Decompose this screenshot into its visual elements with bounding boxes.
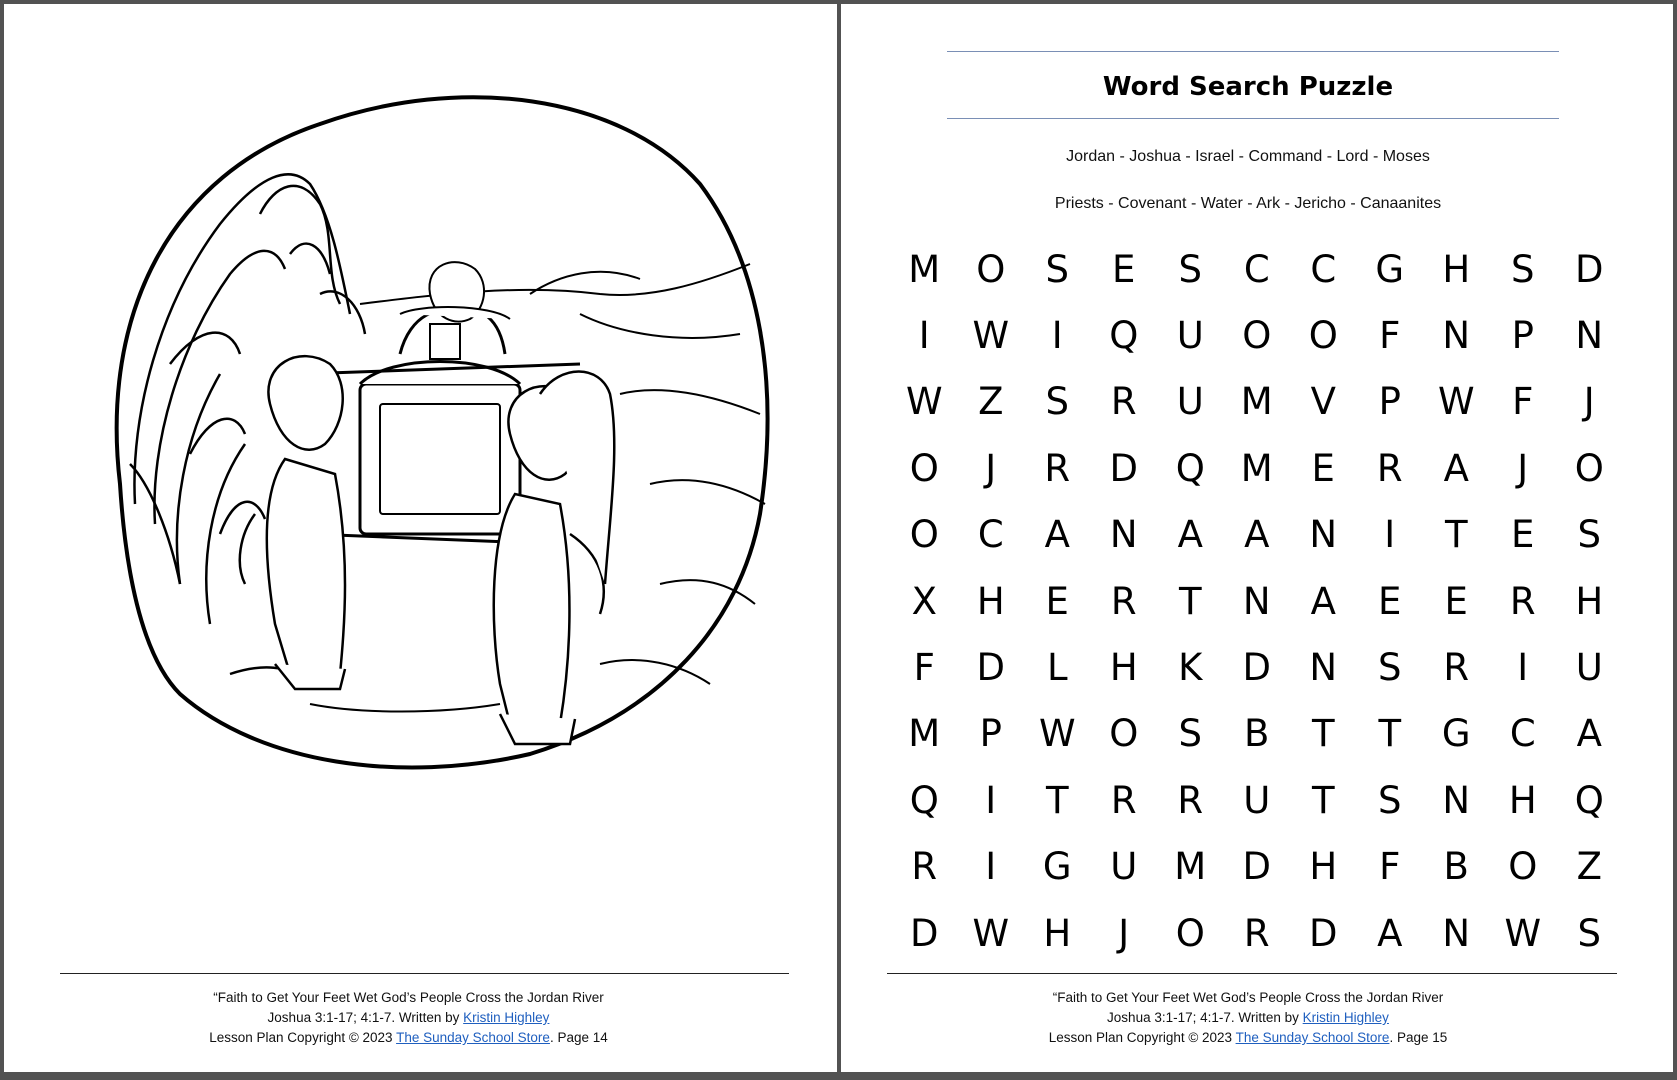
footer-title-line: “Faith to Get Your Feet Wet God’s People Cross the Jordan River	[213, 990, 604, 1005]
grid-letter[interactable]: M	[1174, 845, 1207, 889]
footer-copyright-line	[832, 1028, 1664, 1048]
grid-letter[interactable]: T	[1444, 513, 1468, 557]
grid-letter[interactable]: W	[1504, 911, 1542, 955]
grid-letter[interactable]: C	[1509, 712, 1536, 756]
author-link[interactable]: Kristin Highley	[1302, 1010, 1389, 1025]
grid-letter[interactable]: T	[1378, 712, 1402, 756]
grid-letter[interactable]: P	[1511, 314, 1534, 358]
grid-letter[interactable]: S	[1045, 247, 1069, 291]
grid-letter[interactable]: G	[1375, 247, 1405, 291]
grid-letter[interactable]: K	[1178, 646, 1203, 690]
grid-letter[interactable]: N	[1309, 513, 1338, 557]
word-list-line-2: Priests - Covenant - Water - Ark - Jericho - Canaanites	[1054, 195, 1442, 212]
grid-letter[interactable]: J	[985, 446, 997, 490]
store-link[interactable]: The Sunday School Store	[396, 1030, 550, 1045]
grid-letter[interactable]: A	[1044, 513, 1070, 557]
grid-letter[interactable]: R	[1110, 380, 1137, 424]
grid-letter[interactable]: N	[1109, 513, 1138, 557]
grid-letter[interactable]: E	[1378, 579, 1402, 623]
grid-letter[interactable]: V	[1310, 380, 1336, 424]
footer-copyright: Lesson Plan Copyright © 2023	[1048, 1030, 1236, 1045]
grid-letter[interactable]: O	[1109, 712, 1139, 756]
grid-letter[interactable]: Q	[909, 778, 939, 822]
title-top-rule	[947, 51, 1559, 52]
grid-letter[interactable]: R	[1110, 579, 1137, 623]
store-link[interactable]: The Sunday School Store	[1235, 1030, 1390, 1045]
grid-letter[interactable]: L	[1046, 646, 1068, 690]
grid-letter[interactable]: O	[1175, 911, 1205, 955]
grid-letter[interactable]: R	[1110, 778, 1137, 822]
grid-letter[interactable]: S	[1178, 712, 1202, 756]
grid-letter[interactable]: D	[1309, 911, 1338, 955]
grid-letter[interactable]: H	[1508, 778, 1537, 822]
grid-letter[interactable]: W	[1038, 712, 1076, 756]
grid-letter[interactable]: A	[1177, 513, 1203, 557]
footer-scripture: Joshua 3:1-17; 4:1-7. Written by	[267, 1010, 464, 1025]
grid-letter[interactable]: B	[1244, 712, 1270, 756]
title-bottom-rule	[947, 118, 1559, 119]
footer-author-line	[832, 1008, 1664, 1028]
grid-letter[interactable]: S	[1511, 247, 1535, 291]
grid-letter[interactable]: Q	[1109, 314, 1139, 358]
grid-letter[interactable]: Z	[1576, 845, 1602, 889]
grid-letter[interactable]: N	[1575, 314, 1604, 358]
grid-letter[interactable]: S	[1378, 646, 1402, 690]
grid-letter[interactable]: G	[1441, 712, 1471, 756]
grid-letter[interactable]: A	[1377, 911, 1403, 955]
grid-letter[interactable]: T	[1178, 579, 1202, 623]
grid-letter[interactable]: R	[1177, 778, 1204, 822]
grid-letter[interactable]: R	[1044, 446, 1071, 490]
grid-letter[interactable]: E	[1311, 446, 1335, 490]
grid-letter[interactable]: R	[911, 845, 938, 889]
grid-letter[interactable]: D	[1242, 845, 1271, 889]
page-footer	[832, 988, 1664, 1048]
footer-copyright: Lesson Plan Copyright © 2023	[209, 1030, 397, 1045]
grid-letter[interactable]: R	[1443, 646, 1470, 690]
grid-letter[interactable]: F	[1512, 380, 1534, 424]
grid-letter[interactable]: C	[1310, 247, 1337, 291]
footer-copyright-line	[0, 1028, 825, 1048]
grid-letter[interactable]: M	[1240, 446, 1273, 490]
grid-letter[interactable]: I	[1051, 314, 1063, 358]
letter-grid[interactable]	[891, 236, 1623, 966]
grid-letter[interactable]: D	[910, 911, 939, 955]
grid-letter[interactable]: T	[1311, 778, 1335, 822]
grid-letter[interactable]: Z	[978, 380, 1004, 424]
grid-letter[interactable]: N	[1309, 646, 1338, 690]
grid-letter[interactable]: Q	[1175, 446, 1205, 490]
grid-letter[interactable]: U	[1176, 380, 1204, 424]
grid-letter[interactable]: U	[1176, 314, 1204, 358]
grid-letter[interactable]: M	[908, 247, 941, 291]
grid-letter[interactable]: P	[1378, 380, 1401, 424]
grid-letter[interactable]: E	[1045, 579, 1069, 623]
grid-letter[interactable]: H	[1309, 845, 1338, 889]
grid-letter[interactable]: D	[976, 646, 1005, 690]
grid-letter[interactable]: O	[1508, 845, 1538, 889]
grid-letter[interactable]: H	[1043, 911, 1072, 955]
grid-letter[interactable]: E	[1112, 247, 1136, 291]
grid-letter[interactable]: H	[1109, 646, 1138, 690]
grid-letter[interactable]: H	[976, 579, 1005, 623]
word-list-line-1: Jordan - Joshua - Israel - Command - Lord - Moses	[1066, 148, 1430, 165]
grid-letter[interactable]: R	[1376, 446, 1403, 490]
word-search-page	[841, 4, 1673, 1072]
grid-letter[interactable]: D	[1109, 446, 1138, 490]
grid-letter[interactable]: D	[1575, 247, 1604, 291]
footer-title-line: “Faith to Get Your Feet Wet God’s People Cross the Jordan River	[1052, 990, 1444, 1005]
page-footer	[0, 988, 825, 1048]
grid-letter[interactable]: M	[908, 712, 941, 756]
grid-letter[interactable]: I	[1384, 513, 1396, 557]
grid-letter[interactable]: X	[911, 579, 937, 623]
grid-letter[interactable]: T	[1045, 778, 1069, 822]
grid-letter[interactable]: U	[1243, 778, 1271, 822]
grid-letter[interactable]: S	[1577, 513, 1601, 557]
grid-letter[interactable]: A	[1244, 513, 1270, 557]
grid-letter[interactable]: A	[1310, 579, 1336, 623]
grid-letter[interactable]: H	[1442, 247, 1471, 291]
grid-letter[interactable]: A	[1443, 446, 1469, 490]
grid-letter[interactable]: B	[1443, 845, 1469, 889]
page-number: . Page 14	[549, 1030, 608, 1045]
grid-letter[interactable]: O	[1242, 314, 1272, 358]
grid-letter[interactable]: T	[1311, 712, 1335, 756]
grid-letter[interactable]: R	[1509, 579, 1536, 623]
grid-letter[interactable]: Q	[1574, 778, 1604, 822]
grid-letter[interactable]: J	[1517, 446, 1529, 490]
grid-letter[interactable]: E	[1444, 579, 1468, 623]
footer-divider	[60, 973, 789, 974]
grid-letter[interactable]: N	[1242, 579, 1271, 623]
grid-letter[interactable]: J	[1583, 380, 1595, 424]
grid-letter[interactable]: S	[1577, 911, 1601, 955]
puzzle-title: Word Search Puzzle	[1102, 72, 1394, 102]
grid-letter[interactable]: D	[1242, 646, 1271, 690]
grid-letter[interactable]: U	[1575, 646, 1603, 690]
grid-letter[interactable]: E	[1511, 513, 1535, 557]
grid-letter[interactable]: O	[1574, 446, 1604, 490]
coloring-page	[4, 4, 837, 1072]
grid-letter[interactable]: F	[913, 646, 935, 690]
author-link[interactable]: Kristin Highley	[463, 1010, 550, 1025]
grid-letter[interactable]: O	[976, 247, 1006, 291]
grid-letter[interactable]: P	[979, 712, 1002, 756]
grid-letter[interactable]: N	[1442, 911, 1471, 955]
grid-letter[interactable]: H	[1575, 579, 1604, 623]
footer-divider	[887, 973, 1617, 974]
page-number: . Page 15	[1389, 1030, 1448, 1045]
grid-letter[interactable]: W	[905, 380, 943, 424]
grid-letter[interactable]: S	[1378, 778, 1402, 822]
grid-letter[interactable]: I	[985, 778, 997, 822]
grid-letter[interactable]: F	[1379, 314, 1401, 358]
grid-letter[interactable]: U	[1110, 845, 1138, 889]
grid-letter[interactable]: O	[909, 513, 939, 557]
grid-letter[interactable]: G	[1042, 845, 1072, 889]
grid-letter[interactable]: I	[985, 845, 997, 889]
grid-letter[interactable]: O	[909, 446, 939, 490]
ark-crossing-illustration	[60, 64, 800, 784]
grid-letter[interactable]: I	[918, 314, 930, 358]
grid-letter[interactable]: W	[972, 911, 1010, 955]
grid-letter[interactable]: C	[977, 513, 1004, 557]
grid-letter[interactable]: N	[1442, 778, 1471, 822]
grid-letter[interactable]: W	[972, 314, 1010, 358]
grid-letter[interactable]: O	[1308, 314, 1338, 358]
grid-letter[interactable]: R	[1243, 911, 1270, 955]
footer-author-line	[0, 1008, 825, 1028]
grid-letter[interactable]: I	[1517, 646, 1529, 690]
grid-letter[interactable]: C	[1243, 247, 1270, 291]
footer-scripture: Joshua 3:1-17; 4:1-7. Written by	[1107, 1010, 1303, 1025]
grid-letter[interactable]: A	[1576, 712, 1602, 756]
grid-letter[interactable]: W	[1437, 380, 1475, 424]
grid-letter[interactable]: S	[1045, 380, 1069, 424]
grid-letter[interactable]: N	[1442, 314, 1471, 358]
grid-letter[interactable]: J	[1118, 911, 1130, 955]
grid-letter[interactable]: F	[1379, 845, 1401, 889]
grid-letter[interactable]: M	[1240, 380, 1273, 424]
grid-letter[interactable]: S	[1178, 247, 1202, 291]
